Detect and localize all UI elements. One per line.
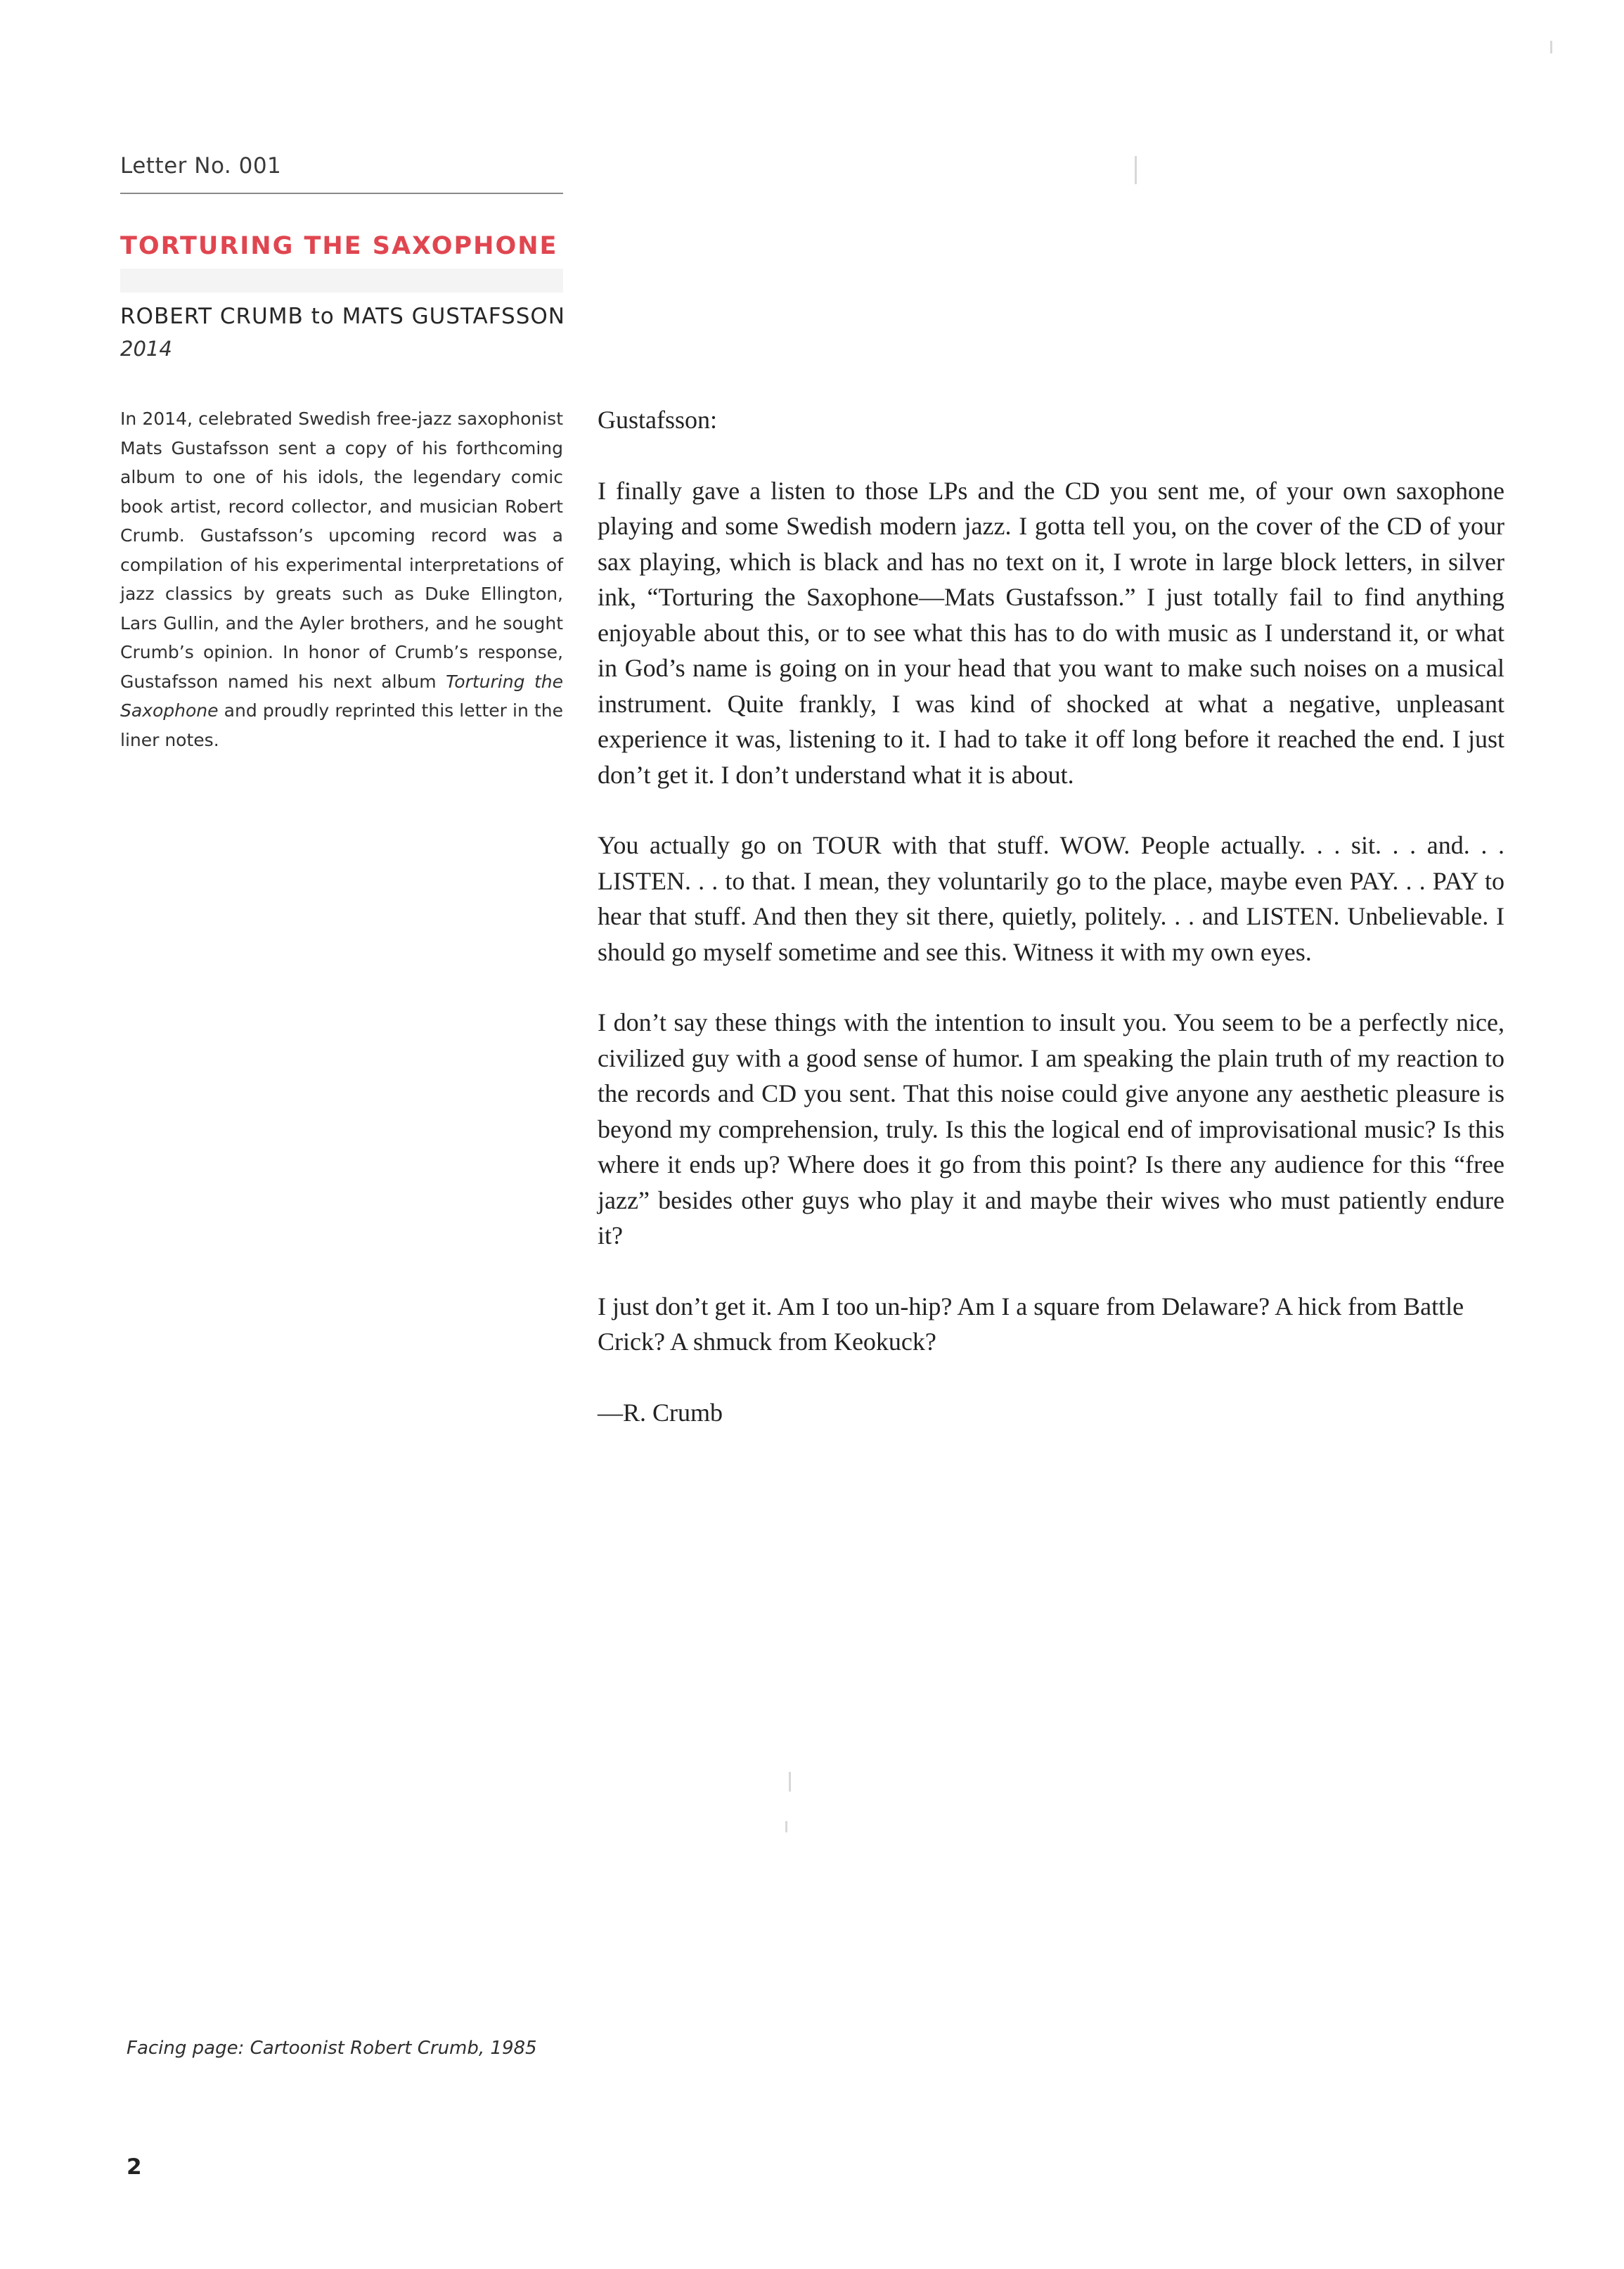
- header-divider: [120, 193, 563, 194]
- scan-speck: [1550, 41, 1552, 53]
- intro-text-after: and proudly reprinted this letter in the liner notes.: [120, 700, 563, 750]
- title-bleed-through: [120, 269, 563, 293]
- intro-paragraph: [120, 404, 563, 754]
- letter-paragraph-3: I don’t say these things with the intention to insult you. You seem to be a perfectly nice, civilized guy with a good sense of humor. I am speaking the plain truth of my reaction to the records and CD you sent. That this noise could give anyone any aesthetic pleasure is beyond my comprehension, truly. Is this the logical end of improvisational music? Is this where it ends up? Where does it go from this point? Is there any audience for this “free jazz” besides other guys who play it and maybe their wives who must patiently endure it?: [598, 1008, 1504, 1249]
- byline: ROBERT CRUMB to MATS GUSTAFSSON: [120, 304, 565, 329]
- letter-body: [598, 402, 1504, 1465]
- intro-album-title: Torturing the Saxophone: [120, 671, 563, 721]
- intro-text-before: In 2014, celebrated Swedish free-jazz saxophonist Mats Gustafsson sent a copy of his forthcoming album to one of his idols, the legendary comic book artist, record collector, and musician Robert Crumb. Gustafsson’s upcoming record was a compilation of his experimental interpretations of jazz classics by greats such as Duke Ellington, Lars Gullin, and the Ayler brothers, and he sought Crumb’s opinion. In honor of Crumb’s response, Gustafsson named his next album: [120, 409, 563, 692]
- page-number: 2: [127, 2154, 142, 2180]
- letter-number: Letter No. 001: [120, 153, 282, 179]
- scan-speck: [789, 1772, 791, 1792]
- scan-speck: [785, 1821, 787, 1832]
- letter-paragraph-1: I finally gave a listen to those LPs and the CD you sent me, of your own saxophone playing and some Swedish modern jazz. I gotta tell you, on the cover of the CD of your sax playing, which is black and has no text on it, I wrote in large block letters, in silver ink, “Torturing the Saxophone—Mats Gustafsson.” I just totally fail to find anything enjoyable about this, or to see what this has to do with music as I understand it, or what in God’s name is going on in your head that you want to make such noises on a musical instrument. Quite frankly, I was kind of shocked at what a negative, unpleasant experience it was, listening to it. I had to take it off long before it reached the end. I just don’t get it. I don’t understand what it is about.: [598, 476, 1504, 789]
- letter-year: 2014: [120, 337, 172, 361]
- photo-caption: Facing page: Cartoonist Robert Crumb, 1985: [127, 2038, 537, 2059]
- letter-title: TORTURING THE SAXOPHONE: [120, 232, 558, 260]
- letter-salutation: Gustafsson:: [598, 406, 717, 434]
- scan-speck: [1135, 156, 1137, 184]
- letter-signature: —R. Crumb: [598, 1398, 723, 1427]
- letter-paragraph-2: You actually go on TOUR with that stuff. WOW. People actually. . . sit. . . and. . . LISTEN. . . to that. I mean, they voluntarily go to the place, maybe even PAY. . . PAY to hear that stuff. And then they sit there, quietly, politely. . . and LISTEN. Unbelievable. I should go myself sometime and see this. Witness it with my own eyes.: [598, 831, 1504, 966]
- letter-paragraph-4: I just don’t get it. Am I too un-hip? Am I a square from Delaware? A hick from Battle Crick? A shmuck from Keokuck?: [598, 1292, 1464, 1356]
